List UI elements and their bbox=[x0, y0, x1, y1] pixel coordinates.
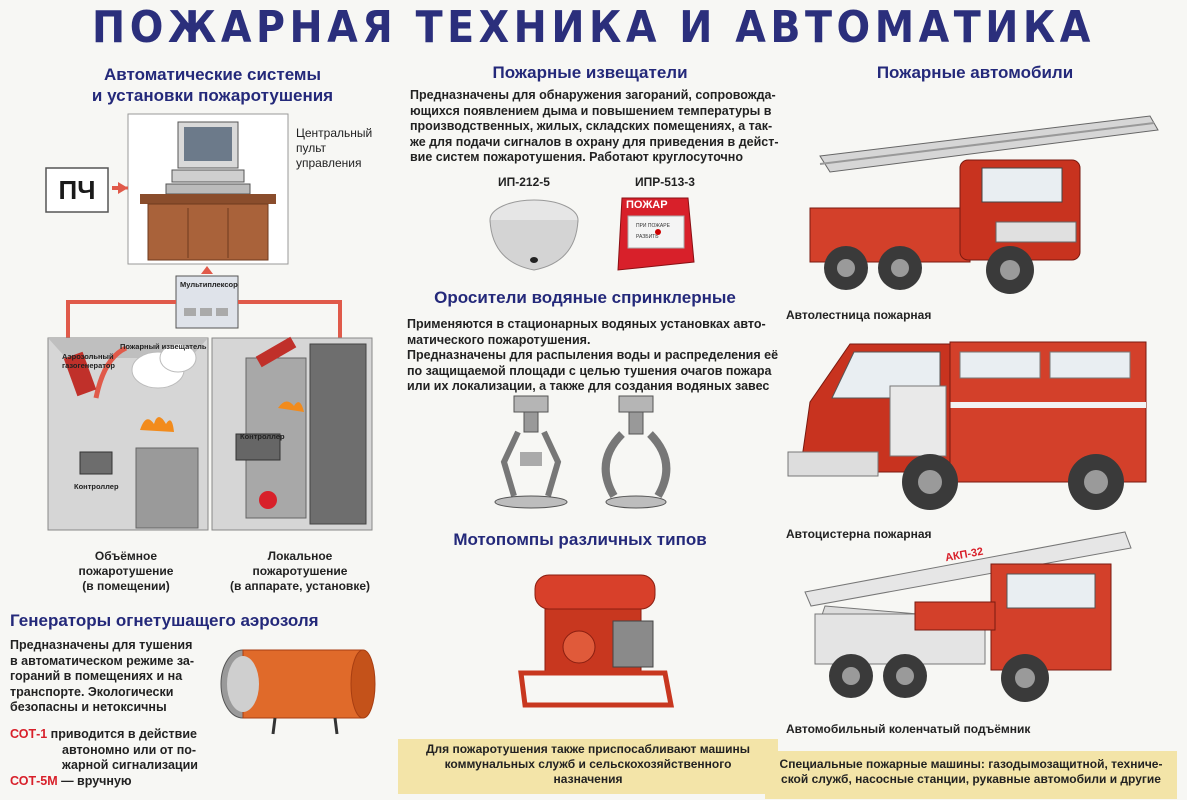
call-point-label: ПОЖАР bbox=[626, 199, 668, 211]
akp-label: АКП-32 bbox=[944, 545, 985, 565]
truck-2-caption: Автоцистерна пожарная bbox=[786, 527, 932, 541]
computer-case-icon bbox=[172, 170, 244, 182]
desk-icon bbox=[140, 194, 276, 204]
page-title: ПОЖАРНАЯ ТЕХНИКА И АВТОМАТИКА bbox=[92, 2, 1095, 53]
controller-box bbox=[80, 452, 112, 474]
auto-systems-heading: Автоматические системы и установки пожаротушения bbox=[91, 65, 334, 105]
equipment-block bbox=[136, 448, 198, 528]
lift-truck-image bbox=[795, 526, 1175, 716]
aerosol-heading: Генераторы огнетушащего аэрозоля bbox=[10, 611, 319, 630]
tanker-truck-image bbox=[780, 322, 1170, 522]
truck-1-caption: Автолестница пожарная bbox=[786, 308, 932, 322]
aerosol-generator-label: Аэрозольный газогенератор bbox=[62, 352, 115, 370]
sot1-text: СОТ-1 приводится в действие автономно или от по- жарной сигнализации СОТ-5М — вручную bbox=[10, 727, 198, 788]
caption-volume: Объёмное пожаротушение (в помещении) bbox=[78, 549, 174, 593]
motor-pump-image bbox=[515, 565, 675, 725]
aerosol-generator-image bbox=[215, 636, 385, 736]
right-note: Специальные пожарные машины: газодымозащитной, техниче- ской служб, насосные станции, рукавные автомобили и другие bbox=[765, 751, 1177, 799]
connection-line-right bbox=[238, 302, 340, 340]
controller-label-2: Контроллер bbox=[240, 432, 285, 441]
smoke-detector-image bbox=[484, 192, 584, 276]
detectors-heading: Пожарные извещатели bbox=[492, 63, 688, 82]
call-point-small-text: ПРИ ПОЖАРЕ РАЗБИТЬ bbox=[636, 223, 670, 240]
arrow-up-icon bbox=[201, 266, 213, 274]
pumps-heading: Мотопомпы различных типов bbox=[453, 530, 707, 549]
detector-2-label: ИПР-513-3 bbox=[635, 175, 695, 189]
trucks-heading: Пожарные автомобили bbox=[876, 63, 1074, 82]
keyboard-icon bbox=[166, 184, 250, 194]
sprinklers-text: Применяются в стационарных водяных установках авто- матического пожаротушения. Предназначены для распыления воды и распределения её по защищаемой площади с целью тушения очагов пожара или их локализации, а также для создания водяных завес bbox=[407, 317, 779, 393]
sprinkler-1 bbox=[495, 396, 567, 508]
sprinklers-image bbox=[484, 392, 694, 522]
multiplexer-label: Мультиплексор bbox=[180, 280, 238, 289]
detector-1-label: ИП-212-5 bbox=[498, 175, 550, 189]
fire-station-label: ПЧ bbox=[58, 175, 96, 205]
ladder-truck-image bbox=[790, 86, 1170, 306]
middle-note: Для пожаротушения также приспосабливают машины коммунальных служб и сельскохозяйственного назначения bbox=[398, 739, 778, 794]
fire-valve-icon bbox=[259, 491, 277, 509]
controller-label-1: Контроллер bbox=[74, 482, 119, 491]
caption-local: Локальное пожаротушение (в аппарате, установке) bbox=[229, 549, 370, 593]
sprinkler-2 bbox=[606, 396, 667, 508]
sprinklers-heading: Оросители водяные спринклерные bbox=[434, 288, 736, 307]
fire-detector-label: Пожарный извещатель bbox=[120, 342, 207, 351]
central-panel-label: Центральный пульт управления bbox=[296, 126, 373, 170]
rack-block bbox=[310, 344, 366, 524]
truck-3-caption: Автомобильный коленчатый подъёмник bbox=[786, 722, 1031, 736]
detectors-text: Предназначены для обнаружения загораний, сопровожда- ющихся появлением дыма и повышением температуры в производственных, жилых, складских помещениях, а так- же для подачи сигналов в охрану для приведения в дейст- вие систем пожаротушения. Работают круглосуточно bbox=[410, 88, 779, 164]
aerosol-text: Предназначены для тушения в автоматическом режиме за- гораний в помещениях и на транспорте. Экологически безопасны и нетоксичны bbox=[10, 638, 194, 714]
